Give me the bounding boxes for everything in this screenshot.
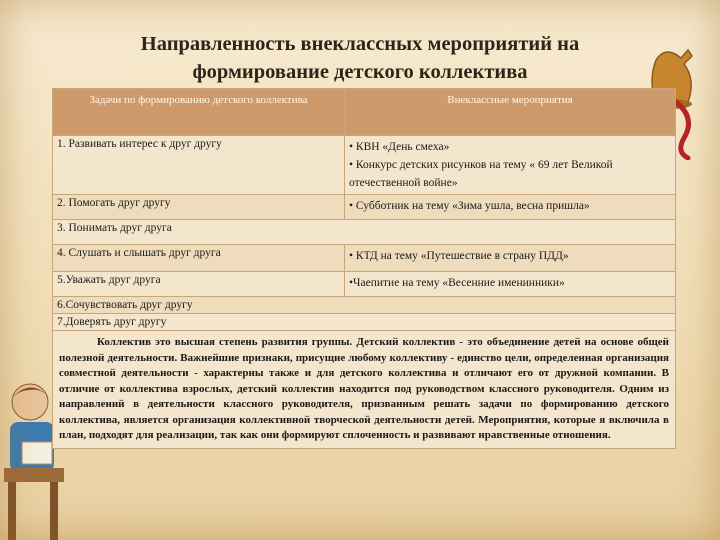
event-item: •Чаепитие на тему «Весенние именинники» [349, 277, 565, 289]
events-cell [345, 136, 676, 195]
event-item: • КТД на тему «Путешествие в страну ПДД» [349, 250, 569, 262]
events-cell [345, 195, 676, 220]
table-row [53, 297, 676, 314]
table-row [53, 314, 676, 331]
task-cell: 4. Слушать и слышать друг друга [53, 245, 345, 272]
events-cell [345, 245, 676, 272]
task-cell: 6.Сочувствовать друг другу [53, 297, 676, 314]
table-row [53, 245, 676, 272]
task-cell: 1. Развивать интерес к друг другу [53, 136, 345, 195]
event-item: • КВН «День смеха» [349, 141, 450, 153]
title-line-2: формирование детского коллектива [192, 61, 528, 83]
events-cell [345, 272, 676, 297]
task-cell: 2. Помогать друг другу [53, 195, 345, 220]
header-events: Внеклассные мероприятия [345, 89, 676, 136]
task-cell: 3. Понимать друг друга [53, 220, 676, 245]
header-tasks: Задачи по формированию детского коллектива [53, 89, 345, 136]
slide-title [60, 30, 660, 86]
summary-paragraph-cell [53, 331, 676, 449]
title-line-1: Направленность внеклассных мероприятий на [140, 33, 580, 55]
task-cell: 5.Уважать друг друга [53, 272, 345, 297]
summary-paragraph: Коллектив это высшая степень развития группы. Детский коллектив - это объединение детей на основе общей полезной деятельности. Важнейшие признаки, присущие любому коллективу - единство цели, определенная организация совместной деятельности - характерны также и для детского коллектива и отличают его от дружной компании. В отличие от коллектива взрослых, детский коллектив находится под руководством классного руководителя. Одним из направлений в деятельности классного руководителя, призванным решать задачи по формированию детского коллектива, является организация коллективной творческой деятельности детей. Мероприятия, которые я включила в план, подходят для реализации, так как они формируют сплоченность и развивают нравственные отношения. [59, 336, 669, 441]
table-row [53, 220, 676, 245]
table-row [53, 272, 676, 297]
task-cell: 7.Доверять друг другу [53, 314, 676, 331]
table-row [53, 136, 676, 195]
event-item: • Субботник на тему «Зима ушла, весна пришла» [349, 200, 590, 212]
event-item: • Конкурс детских рисунков на тему « 69 лет Великой отечественной войне» [349, 159, 613, 189]
tasks-table [52, 88, 676, 449]
table-row [53, 331, 676, 449]
table-row [53, 195, 676, 220]
